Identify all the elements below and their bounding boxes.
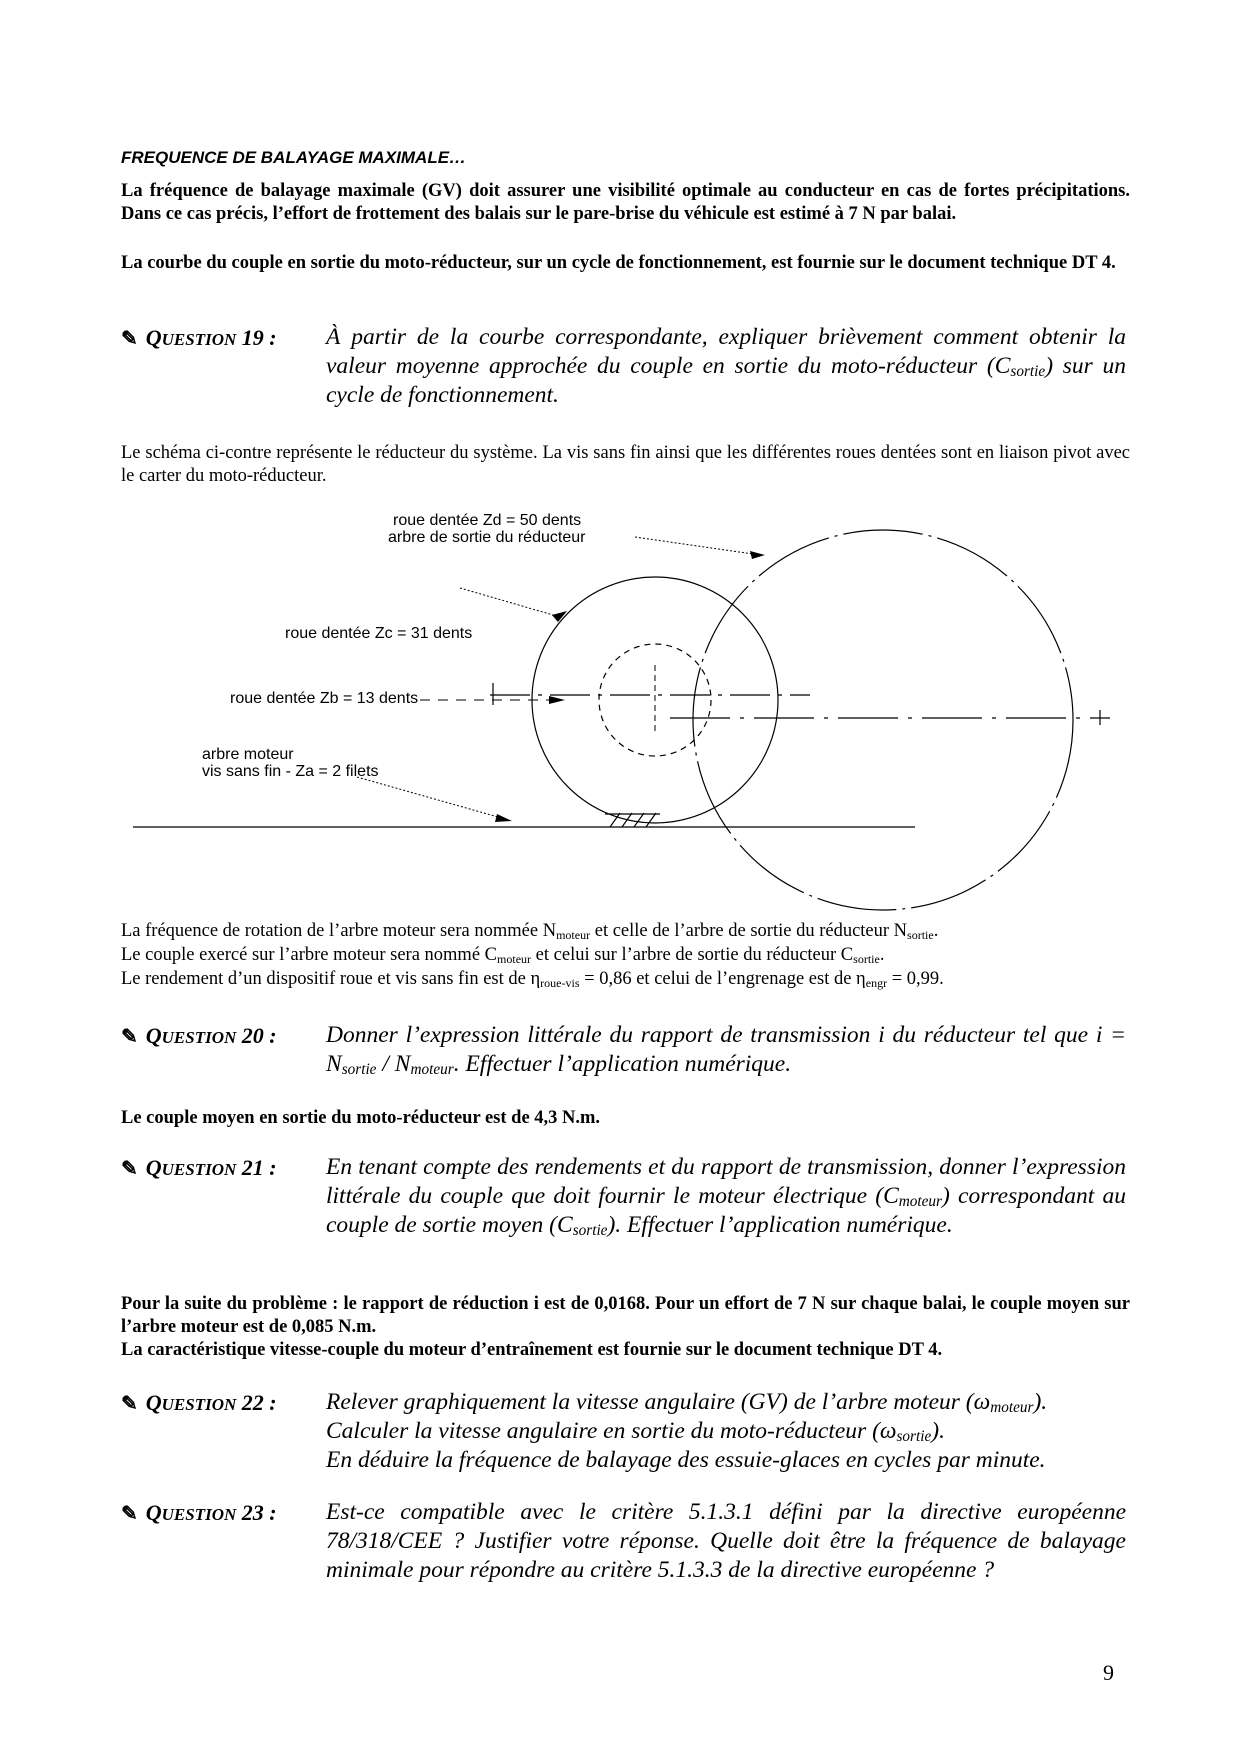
label-zb: roue dentée Zb = 13 dents <box>230 690 419 707</box>
definition-rendement: Le rendement d’un dispositif roue et vis sans fin est de $\eta_{roue-vis} = 0,86$ et celui de l’engrenage est de $\eta_{engr} = 0,99$. <box>121 969 944 990</box>
question-21-text: En tenant compte des rendements et du rapport de transmission, donner l’expression littérale du couple que doit fournir le moteur électrique $(C_{moteur})$ correspondant au couple de sortie moyen $(C_{sortie})$. Effectuer l’application numérique. <box>326 1154 1127 1239</box>
definition-cmoteur: Le couple exercé sur l’arbre moteur sera nommé $C_{moteur}$ et celui sur l’arbre de sortie du réducteur $C_{sortie}$. <box>121 945 885 966</box>
section-heading: FREQUENCE DE BALAYAGE MAXIMALE… <box>121 148 467 167</box>
suite-paragraph-2: La caractéristique vitesse-couple du moteur d’entraînement est fournie sur le document technique DT 4. <box>121 1340 943 1360</box>
label-zc: roue dentée Zc = 31 dents <box>285 625 473 642</box>
label-za-1: arbre moteur <box>202 746 294 763</box>
question-22-text: Relever graphiquement la vitesse angulaire (GV) de l’arbre moteur $(\omega_{moteur})$. Calculer la vitesse angulaire en sortie du moto-réducteur $(\omega_{sortie})$. En déduire la fréquence de balayage des essuie-glaces en cycles par minute. <box>326 1389 1048 1473</box>
question-23-text: Est-ce compatible avec le critère 5.1.3.1 défini par la directive européenne 78/318/CEE ? Justifier votre réponse. Quelle doit être la fréquence de balayage minimale pour répondre au critère 5.1.3.3 de la directive européenne ? <box>326 1499 1126 1583</box>
definition-nmoteur: La fréquence de rotation de l’arbre moteur sera nommée $N_{moteur}$ et celle de l’arbre de sortie du réducteur $N_{sortie}$. <box>121 921 939 942</box>
leader-za <box>357 777 505 819</box>
question-19-label: ✎ QUESTION 19 : <box>121 325 277 350</box>
label-zd-1: roue dentée Zd = 50 dents <box>393 512 582 529</box>
pencil-icon: ✎ <box>121 1503 138 1525</box>
label-zd-2: arbre de sortie du réducteur <box>388 529 586 546</box>
pencil-icon: ✎ <box>121 1158 138 1180</box>
question-19-text: À partir de la courbe correspondante, expliquer brièvement comment obtenir la valeur moyenne approchée du couple en sortie du moto-réducteur $(C_{sortie})$ sur un cycle de fonctionnement. <box>326 324 1126 408</box>
leader-zd <box>635 537 760 555</box>
leader-zc <box>460 588 560 617</box>
arrow-za <box>495 814 512 822</box>
pencil-icon: ✎ <box>121 1393 138 1415</box>
pencil-icon: ✎ <box>121 328 138 350</box>
intro-paragraph-2: La courbe du couple en sortie du moto-réducteur, sur un cycle de fonctionnement, est fournie sur le document technique DT 4. <box>121 253 1116 273</box>
arrow-zd <box>750 551 765 559</box>
suite-paragraph-1: Pour la suite du problème : le rapport de réduction i est de 0,0168. Pour un effort de 7 N sur chaque balai, le couple moyen sur l’arbre moteur est de 0,085 N.m. <box>121 1294 1130 1337</box>
schema-intro: Le schéma ci-contre représente le réducteur du système. La vis sans fin ainsi que les différentes roues dentées sont en liaison pivot avec le carter du moto-réducteur. <box>121 443 1130 486</box>
couple-moyen: Le couple moyen en sortie du moto-réducteur est de 4,3 N.m. <box>121 1108 601 1128</box>
reducer-diagram <box>120 505 1130 915</box>
question-23-label: ✎ QUESTION 23 : <box>121 1500 277 1525</box>
definitions <box>121 919 1130 991</box>
question-20-text: Donner l’expression littérale du rapport de transmission i du réducteur tel que $i = N_{sortie} / N_{moteur}$. Effectuer l’application numérique. <box>326 1022 1126 1078</box>
gear-zd-circle <box>693 530 1073 910</box>
question-22-label: ✎ QUESTION 22 : <box>121 1390 277 1415</box>
page-number: 9 <box>1103 1660 1114 1685</box>
label-za-2: vis sans fin - Za = 2 filets <box>202 763 379 780</box>
question-20-label: ✎ QUESTION 20 : <box>121 1023 277 1048</box>
pencil-icon: ✎ <box>121 1026 138 1048</box>
intro-paragraph-1: La fréquence de balayage maximale (GV) doit assurer une visibilité optimale au conducteur en cas de fortes précipitations. Dans ce cas précis, l’effort de frottement des balais sur le pare-brise du véhicule est estimé à 7 N par balai. <box>121 181 1130 224</box>
arrow-zb <box>549 696 565 704</box>
question-21-label: ✎ QUESTION 21 : <box>121 1155 277 1180</box>
